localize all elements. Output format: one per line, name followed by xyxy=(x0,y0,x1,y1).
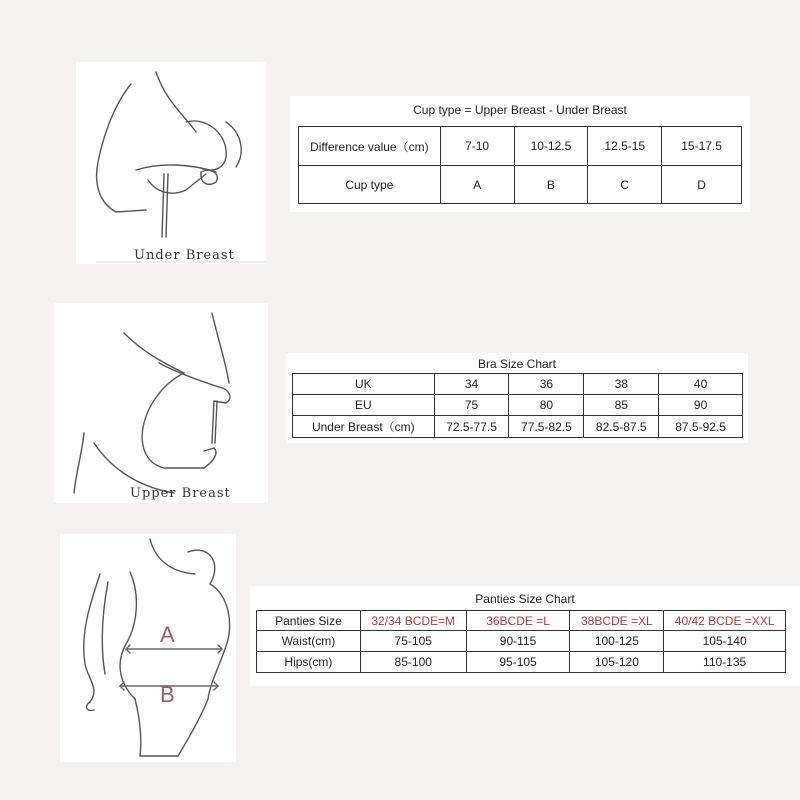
table-cell: 36 xyxy=(509,374,584,395)
table-cell: 34 xyxy=(434,374,509,395)
table-row xyxy=(299,166,742,204)
marker-b: B xyxy=(160,682,175,707)
table-cell: UK xyxy=(293,374,435,395)
table-row xyxy=(257,611,786,631)
table-cell: 80 xyxy=(509,395,584,416)
table-cell: 72.5-77.5 xyxy=(434,416,509,438)
waist-hips-illustration xyxy=(60,534,236,762)
table-cell: 90 xyxy=(659,395,743,416)
under-breast-illustration xyxy=(76,62,266,264)
table-cell: Difference value（cm) xyxy=(299,127,441,166)
table-row xyxy=(257,652,786,673)
table-cell: 95-105 xyxy=(466,652,570,673)
under-breast-figure-panel xyxy=(76,62,266,264)
table-row xyxy=(293,416,743,438)
table-cell: Cup type xyxy=(299,166,441,204)
table-cell: 40/42 BCDE =XXL xyxy=(664,611,786,631)
upper-breast-figure-panel xyxy=(54,303,268,503)
bra-size-table xyxy=(292,373,743,438)
table-cell: 7-10 xyxy=(440,127,514,166)
table-cell: 87.5-92.5 xyxy=(659,416,743,438)
table-cell: Under Breast（cm) xyxy=(293,416,435,438)
table-cell: 75-105 xyxy=(360,631,466,652)
table-cell: EU xyxy=(293,395,435,416)
table-cell: Waist(cm) xyxy=(257,631,361,652)
table-cell: 77.5-82.5 xyxy=(509,416,584,438)
table-cell: 10-12.5 xyxy=(514,127,588,166)
table-cell: 90-115 xyxy=(466,631,570,652)
table-cell: Panties Size xyxy=(257,611,361,631)
table-cell: 40 xyxy=(659,374,743,395)
table-cell: 110-135 xyxy=(664,652,786,673)
table-cell: 12.5-15 xyxy=(588,127,662,166)
table-row xyxy=(293,395,743,416)
table-cell: 82.5-87.5 xyxy=(584,416,659,438)
cup-type-table-block xyxy=(290,96,750,212)
table-cell: 85 xyxy=(584,395,659,416)
cup-table-title: Cup type = Upper Breast - Under Breast xyxy=(413,103,627,117)
table-cell: D xyxy=(662,166,742,204)
table-cell: 105-120 xyxy=(570,652,664,673)
table-cell: 38BCDE =XL xyxy=(570,611,664,631)
marker-a: A xyxy=(160,622,175,647)
table-cell: 85-100 xyxy=(360,652,466,673)
panties-table-title: Panties Size Chart xyxy=(475,592,575,606)
cup-type-table xyxy=(298,126,742,204)
table-cell: 75 xyxy=(434,395,509,416)
under-breast-label: Under Breast xyxy=(134,248,235,263)
table-row xyxy=(299,127,742,166)
table-cell: 32/34 BCDE=M xyxy=(360,611,466,631)
table-cell: 38 xyxy=(584,374,659,395)
table-cell: Hips(cm) xyxy=(257,652,361,673)
table-cell: 105-140 xyxy=(664,631,786,652)
waist-hips-figure-panel xyxy=(60,534,236,762)
table-cell: 100-125 xyxy=(570,631,664,652)
panties-size-table xyxy=(256,610,786,673)
table-cell: 36BCDE =L xyxy=(466,611,570,631)
upper-breast-label: Upper Breast xyxy=(130,486,231,501)
table-row xyxy=(257,631,786,652)
table-cell: B xyxy=(514,166,588,204)
table-row xyxy=(293,374,743,395)
table-cell: C xyxy=(588,166,662,204)
bra-table-title: Bra Size Chart xyxy=(477,357,557,371)
table-cell: 15-17.5 xyxy=(662,127,742,166)
upper-breast-illustration xyxy=(54,303,268,503)
panties-size-table-block xyxy=(250,586,800,686)
table-cell: A xyxy=(440,166,514,204)
bra-size-table-block xyxy=(286,353,748,443)
